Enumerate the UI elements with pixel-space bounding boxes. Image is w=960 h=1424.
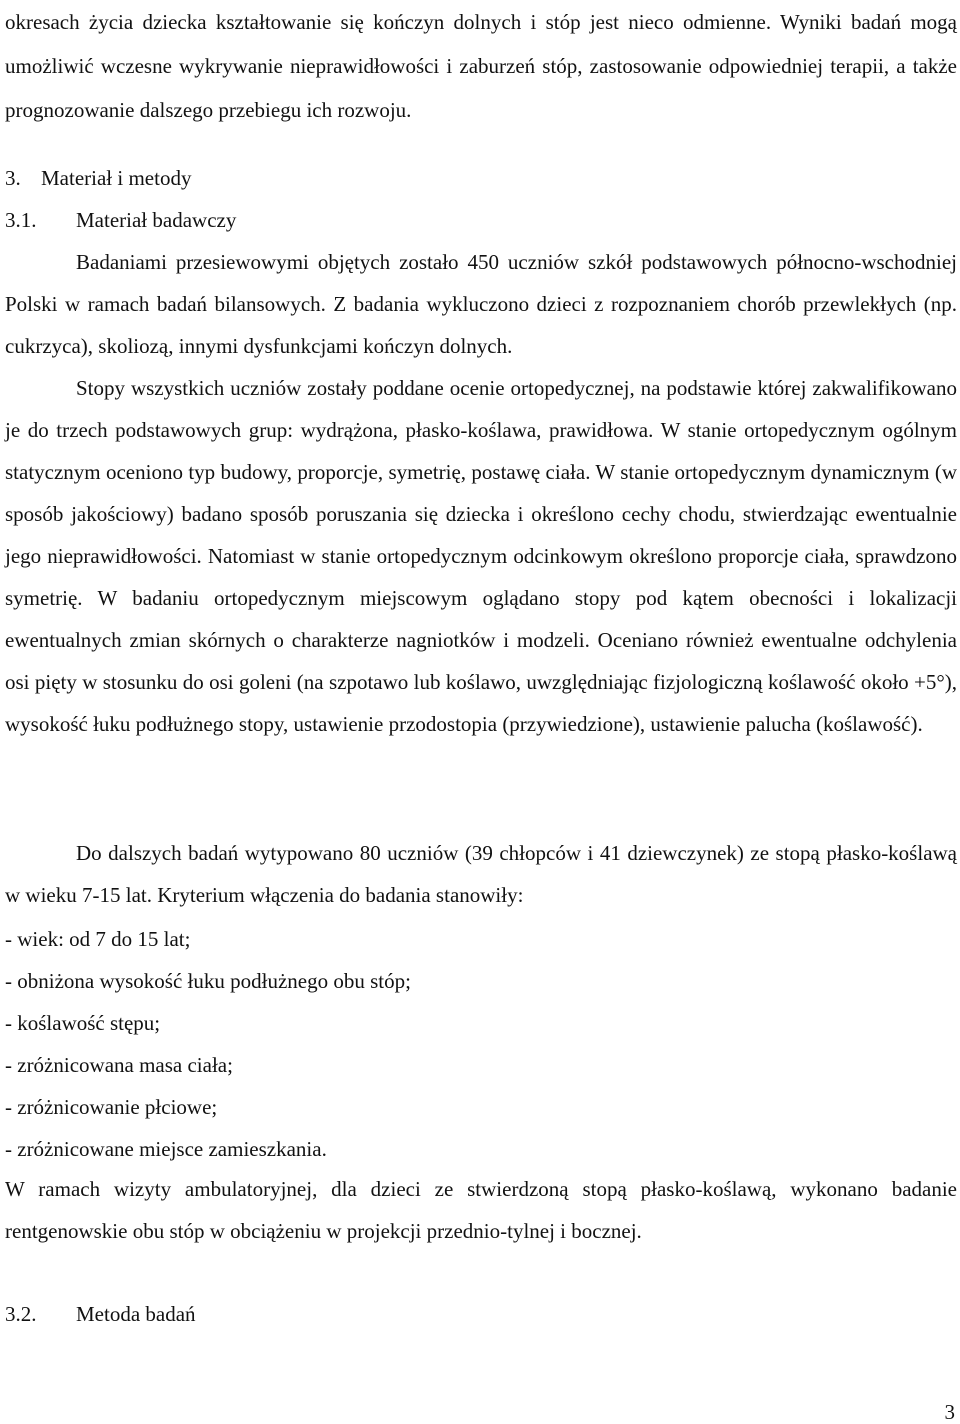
section-3-number: 3. xyxy=(5,166,21,190)
inclusion-criteria-list xyxy=(5,918,411,1170)
orthopedic-assessment-paragraph: Stopy wszystkich uczniów zostały poddane ocenie ortopedycznej, na podstawie której zakwalifikowano je do trzech podstawowych grup: wydrążona, płasko-koślawa, prawidłowa. W stanie ortopedycznym ogólnym statycznym oceniono typ budowy, proporcje, symetrię, postawę ciała. W stanie ortopedycznym dynamicznym (w sposób jakościowy) badano sposób poruszania się dziecka i określono cechy chodu, stwierdzając ewentualnie jego nieprawidłowości. Natomiast w stanie ortopedycznym odcinkowym określono proporcje ciała, sprawdzono symetrię. W badaniu ortopedycznym miejscowym oglądano stopy pod kątem obecności i lokalizacji ewentualnych zmian skórnych o charakterze nagniotków i modzeli. Oceniano również ewentualne odchylenia osi pięty w stosunku do osi goleni (na szpotawo lub koślawo, uwzględniając fizjologiczną koślawość około +5°), wysokość łuku podłużnego stopy, ustawienie przodostopia (przywiedzione), ustawienie palucha (koślawość). xyxy=(5,376,957,736)
intro-paragraph: okresach życia dziecka kształtowanie się kończyn dolnych i stóp jest nieco odmienne. Wyniki badań mogą umożliwić wczesne wykrywanie nieprawidłowości i zaburzeń stóp, zastosowanie odpowiedniej terapii, a także prognozowanie dalszego przebiegu ich rozwoju. xyxy=(5,10,957,122)
section-3-2-title: Metoda badań xyxy=(76,1302,196,1326)
section-3-title: Materiał i metody xyxy=(41,166,192,190)
section-3-heading xyxy=(5,166,191,190)
material-paragraph: Badaniami przesiewowymi objętych zostało 450 uczniów szkół podstawowych północno-wschodniej Polski w ramach badań bilansowych. Z badania wykluczono dzieci z rozpoznaniem chorób przewlekłych (np. cukrzyca), skoliozą, innymi dysfunkcjami kończyn dolnych. xyxy=(5,250,957,358)
section-3-1-title: Materiał badawczy xyxy=(76,208,237,232)
criteria-item: - wiek: od 7 do 15 lat; xyxy=(5,927,191,951)
selection-paragraph: Do dalszych badań wytypowano 80 uczniów (39 chłopców i 41 dziewczynek) ze stopą płasko-koślawą w wieku 7-15 lat. Kryterium włączenia do badania stanowiły: xyxy=(5,841,957,907)
section-3-2-number: 3.2. xyxy=(5,1302,37,1326)
criteria-item: - zróżnicowane miejsce zamieszkania. xyxy=(5,1137,327,1161)
criteria-item: - zróżnicowana masa ciała; xyxy=(5,1053,233,1077)
criteria-item: - obniżona wysokość łuku podłużnego obu stóp; xyxy=(5,969,411,993)
section-3-1-heading xyxy=(5,208,236,232)
section-3-1-number: 3.1. xyxy=(5,208,37,232)
page-number: 3 xyxy=(944,1400,955,1424)
xray-paragraph: W ramach wizyty ambulatoryjnej, dla dzieci ze stwierdzoną stopą płasko-koślawą, wykonano badanie rentgenowskie obu stóp w obciążeniu w projekcji przednio-tylnej i bocznej. xyxy=(5,1177,957,1243)
section-3-2-heading xyxy=(5,1302,196,1326)
criteria-item: - zróżnicowanie płciowe; xyxy=(5,1095,218,1119)
criteria-item: - koślawość stępu; xyxy=(5,1011,161,1035)
